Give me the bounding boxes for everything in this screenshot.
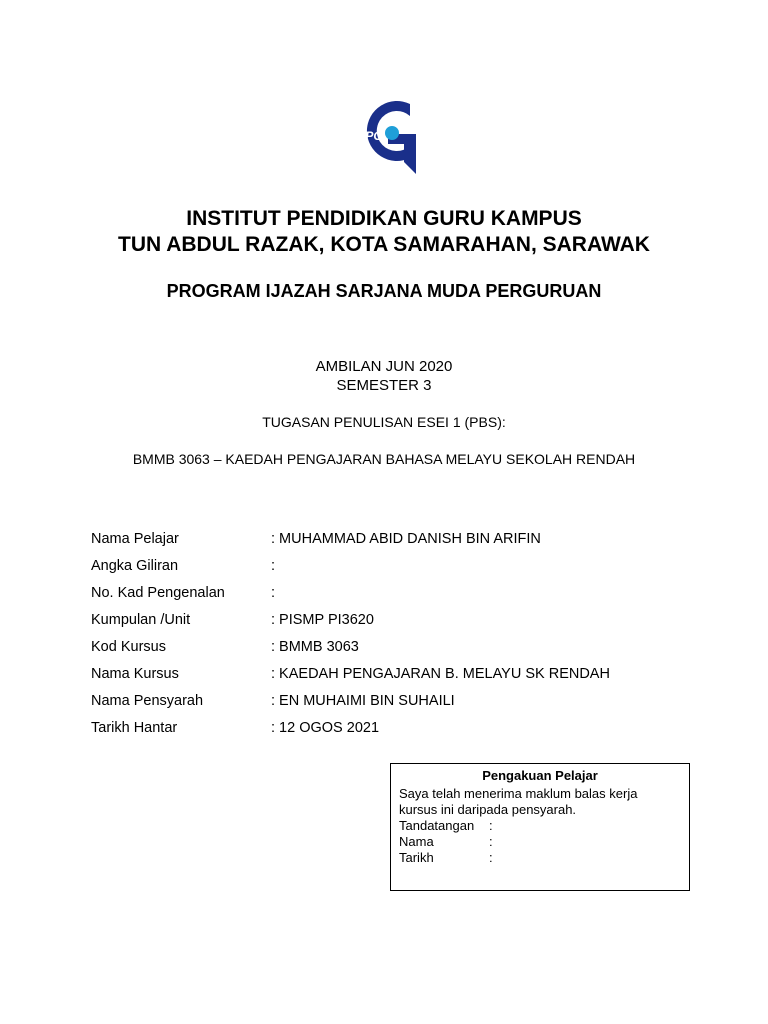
date-field xyxy=(399,850,681,866)
acknowledgement-line-1: Saya telah menerima maklum balas kerja xyxy=(399,786,638,801)
name-label: Nama xyxy=(399,834,434,849)
signature-field xyxy=(399,818,681,834)
date-label: Tarikh xyxy=(399,850,434,865)
info-row-group xyxy=(91,606,711,633)
info-value: : EN MUHAIMI BIN SUHAILI xyxy=(271,692,455,709)
ipg-logo xyxy=(358,100,420,174)
institution-line-2: TUN ABDUL RAZAK, KOTA SAMARAHAN, SARAWAK xyxy=(118,233,650,256)
info-row-ic-number xyxy=(91,579,711,606)
info-label: Nama Pelajar xyxy=(91,530,179,547)
info-value: : 12 OGOS 2021 xyxy=(271,719,380,736)
name-field xyxy=(399,834,681,850)
info-value: : KAEDAH PENGAJARAN B. MELAYU SK RENDAH xyxy=(271,665,610,682)
info-label: Kod Kursus xyxy=(91,638,166,655)
info-value: : PISMP PI3620 xyxy=(271,611,374,628)
signature-label: Tandatangan xyxy=(399,818,475,833)
student-info xyxy=(91,525,711,741)
program-title: PROGRAM IJAZAH SARJANA MUDA PERGURUAN xyxy=(166,281,602,301)
info-label: Angka Giliran xyxy=(91,557,179,574)
info-value: : BMMB 3063 xyxy=(271,638,359,655)
acknowledgement-line-2: kursus ini daripada pensyarah. xyxy=(399,802,577,817)
info-row-course-code xyxy=(91,633,711,660)
info-value: : xyxy=(271,557,276,574)
assignment-title: TUGASAN PENULISAN ESEI 1 (PBS): xyxy=(262,414,506,430)
institution-line-1: INSTITUT PENDIDIKAN GURU KAMPUS xyxy=(186,207,582,230)
name-separator: : xyxy=(489,834,493,849)
info-label: Kumpulan /Unit xyxy=(91,611,191,628)
info-row-course-name xyxy=(91,660,711,687)
svg-text:IPG: IPG xyxy=(362,129,383,143)
info-label: Nama Kursus xyxy=(91,665,179,682)
acknowledgement-box xyxy=(390,763,690,891)
info-row-index-number xyxy=(91,552,711,579)
info-value: : xyxy=(271,584,276,601)
info-value: : MUHAMMAD ABID DANISH BIN ARIFIN xyxy=(271,530,541,547)
info-label: Tarikh Hantar xyxy=(91,719,178,736)
semester: SEMESTER 3 xyxy=(336,377,432,394)
info-row-submission-date xyxy=(91,714,711,741)
info-row-lecturer xyxy=(91,687,711,714)
info-label: No. Kad Pengenalan xyxy=(91,584,225,601)
info-row-student-name xyxy=(91,525,711,552)
info-label: Nama Pensyarah xyxy=(91,692,204,709)
signature-separator: : xyxy=(489,818,493,833)
course-title: BMMB 3063 – KAEDAH PENGAJARAN BAHASA MELAYU SEKOLAH RENDAH xyxy=(132,451,636,467)
acknowledgement-title: Pengakuan Pelajar xyxy=(482,768,598,783)
date-separator: : xyxy=(489,850,493,865)
intake: AMBILAN JUN 2020 xyxy=(315,358,453,375)
